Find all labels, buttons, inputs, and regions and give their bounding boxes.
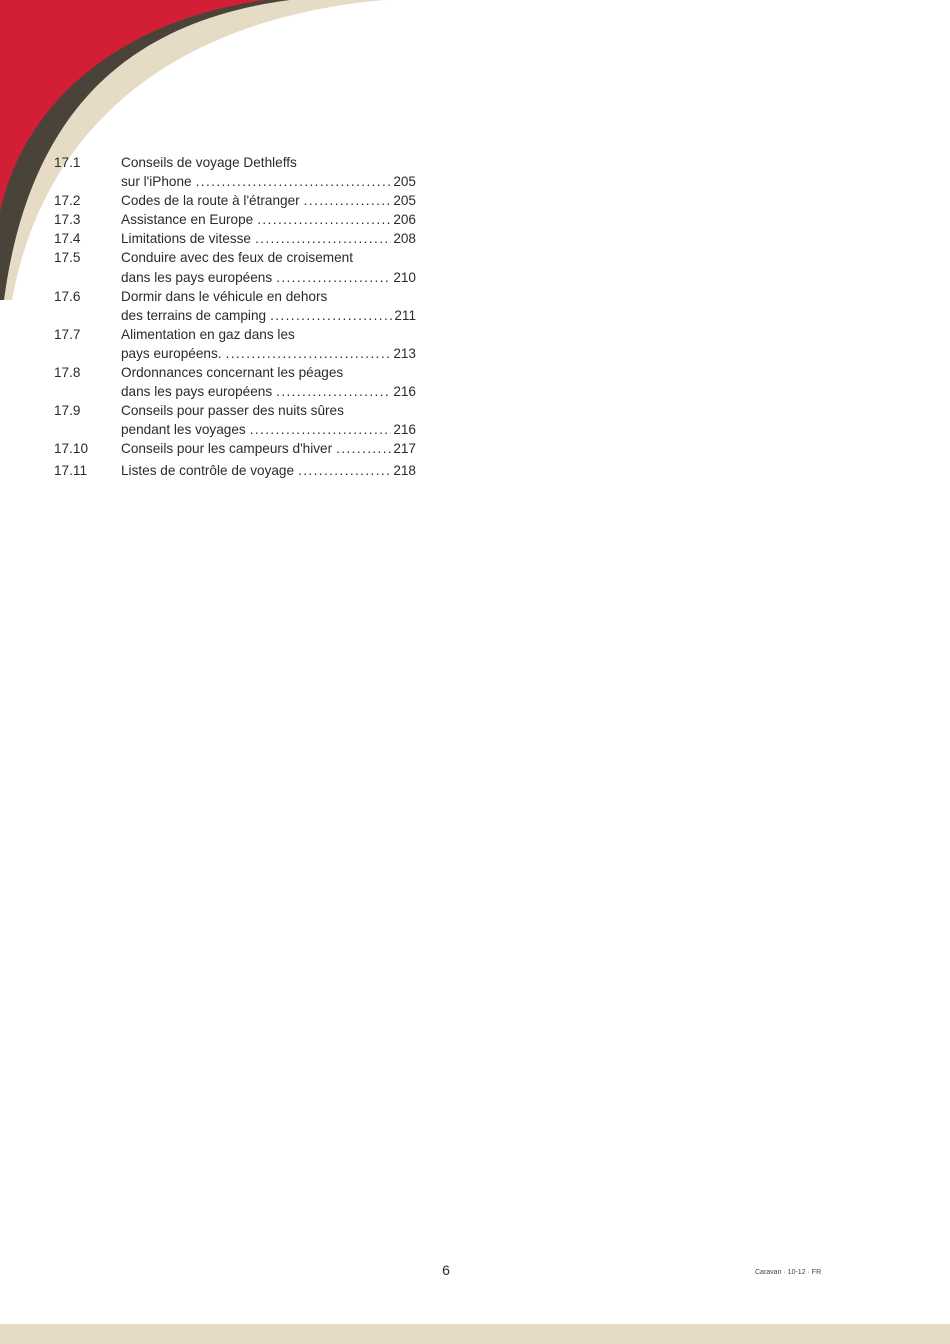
toc-entry-page: 206 bbox=[393, 212, 416, 228]
dot-leader bbox=[304, 191, 392, 210]
toc-entry-page: 205 bbox=[393, 174, 416, 190]
toc-entry-page: 208 bbox=[393, 231, 416, 247]
toc-entry-title-line: Dormir dans le véhicule en dehors bbox=[121, 288, 328, 304]
toc-entry-number: 17.8 bbox=[54, 365, 81, 381]
toc-entry-title-line: des terrains de camping bbox=[121, 307, 267, 323]
toc-entry-number: 17.9 bbox=[54, 403, 81, 419]
toc-entry[interactable] bbox=[54, 229, 416, 248]
document-code: Caravan · 10-12 · FR bbox=[755, 1269, 822, 1276]
toc-entry-page: 218 bbox=[393, 462, 416, 478]
toc-entry-title-line: dans les pays européens bbox=[121, 269, 273, 285]
toc-entry-title-line: Limitations de vitesse bbox=[121, 231, 251, 247]
toc-entry[interactable] bbox=[54, 401, 416, 439]
dot-leader bbox=[298, 461, 391, 480]
bottom-band bbox=[0, 1324, 950, 1344]
toc-entry[interactable] bbox=[54, 248, 416, 286]
toc-entry[interactable] bbox=[54, 191, 416, 210]
toc-entry[interactable] bbox=[54, 439, 416, 458]
toc-entry-page: 210 bbox=[393, 269, 416, 285]
toc-entry-title-line: sur l'iPhone bbox=[121, 174, 192, 190]
toc-entry-number: 17.3 bbox=[54, 212, 81, 228]
page-number: 6 bbox=[442, 1262, 450, 1278]
toc-entry-number: 17.1 bbox=[54, 155, 81, 170]
toc-entry-title-line: pays européens. bbox=[121, 345, 222, 361]
toc-entry-title-line: Codes de la route à l'étranger bbox=[121, 193, 300, 209]
toc-entry-page: 216 bbox=[393, 422, 416, 438]
toc-entry-number: 17.7 bbox=[54, 326, 81, 342]
toc-entry-title-line: Conseils de voyage Dethleffs bbox=[121, 155, 297, 170]
toc-entry-number: 17.11 bbox=[54, 462, 88, 478]
toc-entry-title-line: Listes de contrôle de voyage bbox=[121, 462, 295, 478]
toc-entry-number: 17.6 bbox=[54, 288, 81, 304]
dot-leader bbox=[196, 172, 392, 191]
toc-entry[interactable] bbox=[54, 363, 416, 401]
toc-entry[interactable] bbox=[54, 210, 416, 229]
toc-entry-page: 211 bbox=[394, 307, 416, 323]
dot-leader bbox=[250, 420, 392, 439]
toc-entry-title-line: Conseils pour les campeurs d'hiver bbox=[121, 441, 333, 457]
toc-entry[interactable] bbox=[54, 461, 416, 480]
toc-entry-page: 217 bbox=[393, 441, 416, 457]
dot-leader bbox=[257, 210, 391, 229]
toc-entry[interactable] bbox=[54, 287, 416, 325]
toc-entry-title-line: Alimentation en gaz dans les bbox=[121, 326, 295, 342]
toc-entry[interactable] bbox=[54, 153, 416, 191]
dot-leader bbox=[276, 268, 391, 287]
toc-entry-page: 216 bbox=[393, 384, 416, 400]
toc-entry-number: 17.4 bbox=[54, 231, 81, 247]
toc-entry-title-line: dans les pays européens bbox=[121, 384, 273, 400]
toc-entry[interactable] bbox=[54, 325, 416, 363]
toc-entry-number: 17.5 bbox=[54, 250, 81, 266]
dot-leader bbox=[270, 306, 392, 325]
toc-entry-page: 213 bbox=[393, 345, 416, 361]
toc-entry-page: 205 bbox=[393, 193, 416, 209]
toc-entry-title-line: Assistance en Europe bbox=[121, 212, 254, 228]
toc-entry-title-line: Conduire avec des feux de croisement bbox=[121, 250, 353, 266]
toc-entry-title-line: Conseils pour passer des nuits sûres bbox=[121, 403, 344, 419]
toc-entry-title-line: Ordonnances concernant les péages bbox=[121, 365, 344, 381]
dot-leader bbox=[276, 382, 391, 401]
table-of-contents bbox=[54, 153, 416, 480]
dot-leader bbox=[255, 229, 391, 248]
toc-entry-title-line: pendant les voyages bbox=[121, 422, 246, 438]
toc-entry-number: 17.10 bbox=[54, 441, 89, 457]
toc-entry-number: 17.2 bbox=[54, 193, 81, 209]
dot-leader bbox=[336, 439, 391, 458]
dot-leader bbox=[226, 344, 392, 363]
